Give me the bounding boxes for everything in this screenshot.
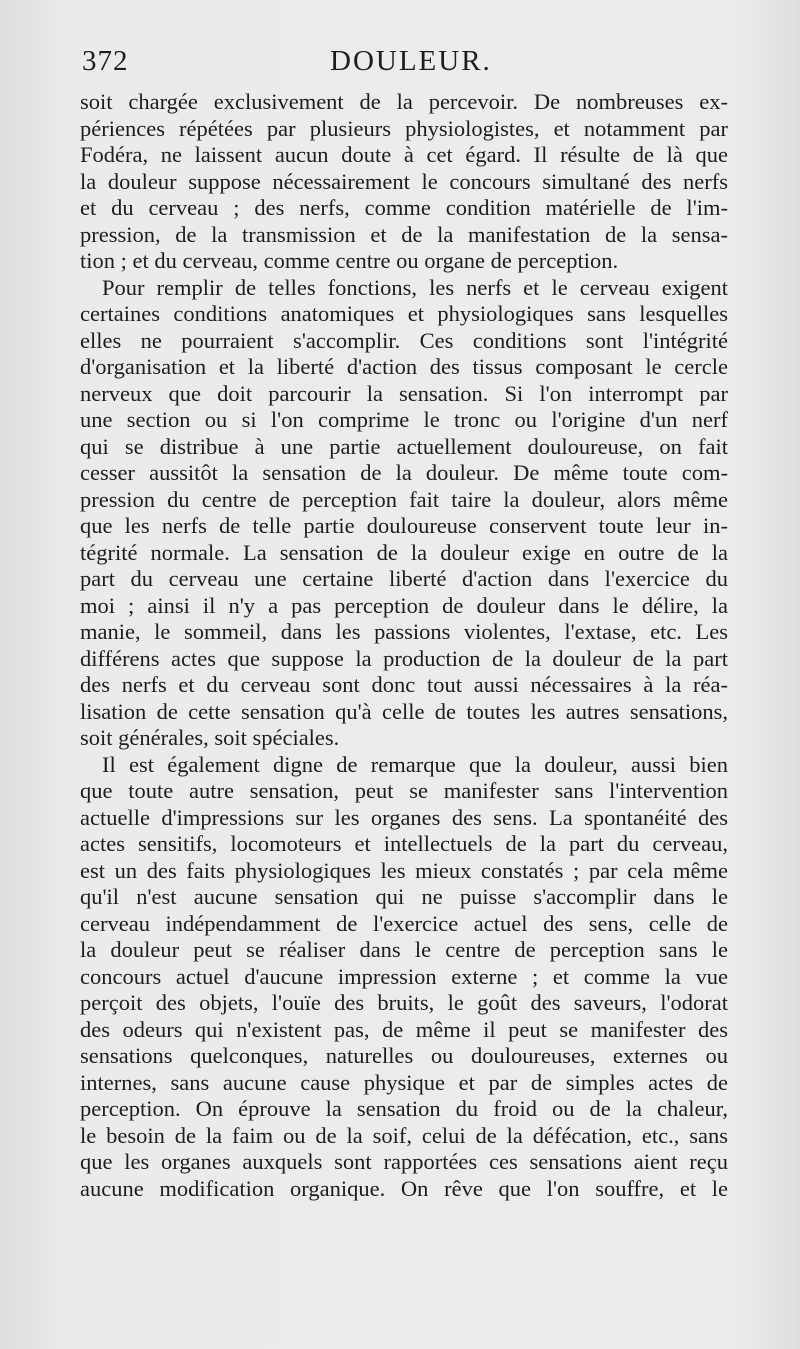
text-line: la douleur peut se réaliser dans le centre de perception sans le	[80, 937, 728, 962]
text-line: périences répétées par plusieurs physiologistes, et notamment par	[80, 115, 728, 141]
running-title: DOULEUR.	[330, 45, 492, 77]
text-line: perception. On éprouve la sensation du froid ou de la chaleur,	[80, 1096, 728, 1121]
text-line: pression, de la transmission et de la manifestation de la sensa-	[80, 221, 728, 247]
text-line: des odeurs qui n'existent pas, de même il peut se manifester des	[80, 1016, 728, 1042]
text-line: perçoit des objets, l'ouïe des bruits, le goût des saveurs, l'odorat	[80, 990, 728, 1015]
text-line: actuelle d'impressions sur les organes des sens. La spontanéité des	[80, 804, 728, 830]
paragraph-first-line: Pour remplir de telles fonctions, les nerfs et le cerveau exigent	[102, 274, 728, 300]
text-line: soit générales, soit spéciales.	[80, 725, 340, 750]
text-line: tion ; et du cerveau, comme centre ou organe de perception.	[80, 248, 619, 273]
text-line: différens actes que suppose la production de la douleur de la part	[80, 645, 728, 671]
text-line: et du cerveau ; des nerfs, comme condition matérielle de l'im-	[80, 195, 728, 220]
text-line: actes sensitifs, locomoteurs et intellectuels de la part du cerveau,	[80, 831, 728, 856]
text-line: moi ; ainsi il n'y a pas perception de douleur dans le délire, la	[80, 592, 728, 618]
text-line: cerveau indépendamment de l'exercice actuel des sens, celle de	[80, 910, 728, 936]
text-line: certaines conditions anatomiques et physiologiques sans lesquelles	[80, 301, 728, 326]
text-line: qu'il n'est aucune sensation qui ne puisse s'accomplir dans le	[80, 884, 728, 909]
text-line: internes, sans aucune cause physique et par de simples actes de	[80, 1069, 728, 1095]
page-number: 372	[82, 45, 129, 77]
text-line: des nerfs et du cerveau sont donc tout aussi nécessaires à la réa-	[80, 672, 728, 697]
paragraph-first-line: Il est également digne de remarque que la douleur, aussi bien	[102, 751, 728, 777]
text-line: le besoin de la faim ou de la soif, celui de la défécation, etc., sans	[80, 1122, 728, 1148]
page-header	[80, 42, 720, 82]
text-line: que les nerfs de telle partie douloureuse conservent toute leur in-	[80, 513, 728, 538]
text-line: elles ne pourraient s'accomplir. Ces conditions sont l'intégrité	[80, 327, 728, 353]
text-line: sensations quelconques, naturelles ou douloureuses, externes ou	[80, 1043, 728, 1068]
text-line: que les organes auxquels sont rapportées ces sensations aient reçu	[80, 1149, 728, 1174]
text-line: tégrité normale. La sensation de la douleur exige en outre de la	[80, 539, 728, 565]
text-line: soit chargée exclusivement de la percevoir. De nombreuses ex-	[80, 89, 728, 114]
text-line: d'organisation et la liberté d'action des tissus composant le cercle	[80, 354, 728, 379]
body-text	[80, 89, 728, 1202]
text-line: que toute autre sensation, peut se manifester sans l'intervention	[80, 778, 728, 803]
text-line: une section ou si l'on comprime le tronc ou l'origine d'un nerf	[80, 407, 728, 432]
text-line: Fodéra, ne laissent aucun doute à cet égard. Il résulte de là que	[80, 142, 728, 167]
text-line: qui se distribue à une partie actuellement douloureuse, on fait	[80, 433, 728, 459]
text-line: part du cerveau une certaine liberté d'action dans l'exercice du	[80, 566, 728, 591]
text-line: la douleur suppose nécessairement le concours simultané des nerfs	[80, 168, 728, 194]
text-line: pression du centre de perception fait taire la douleur, alors même	[80, 486, 728, 512]
text-line: concours actuel d'aucune impression externe ; et comme la vue	[80, 963, 728, 989]
text-line: cesser aussitôt la sensation de la douleur. De même toute com-	[80, 460, 728, 485]
text-line: aucune modification organique. On rêve que l'on souffre, et le	[80, 1175, 728, 1201]
text-line: est un des faits physiologiques les mieux constatés ; par cela même	[80, 857, 728, 883]
text-line: nerveux que doit parcourir la sensation. Si l'on interrompt par	[80, 380, 728, 406]
text-line: manie, le sommeil, dans les passions violentes, l'extase, etc. Les	[80, 619, 728, 644]
text-line: lisation de cette sensation qu'à celle de toutes les autres sensations,	[80, 698, 728, 724]
